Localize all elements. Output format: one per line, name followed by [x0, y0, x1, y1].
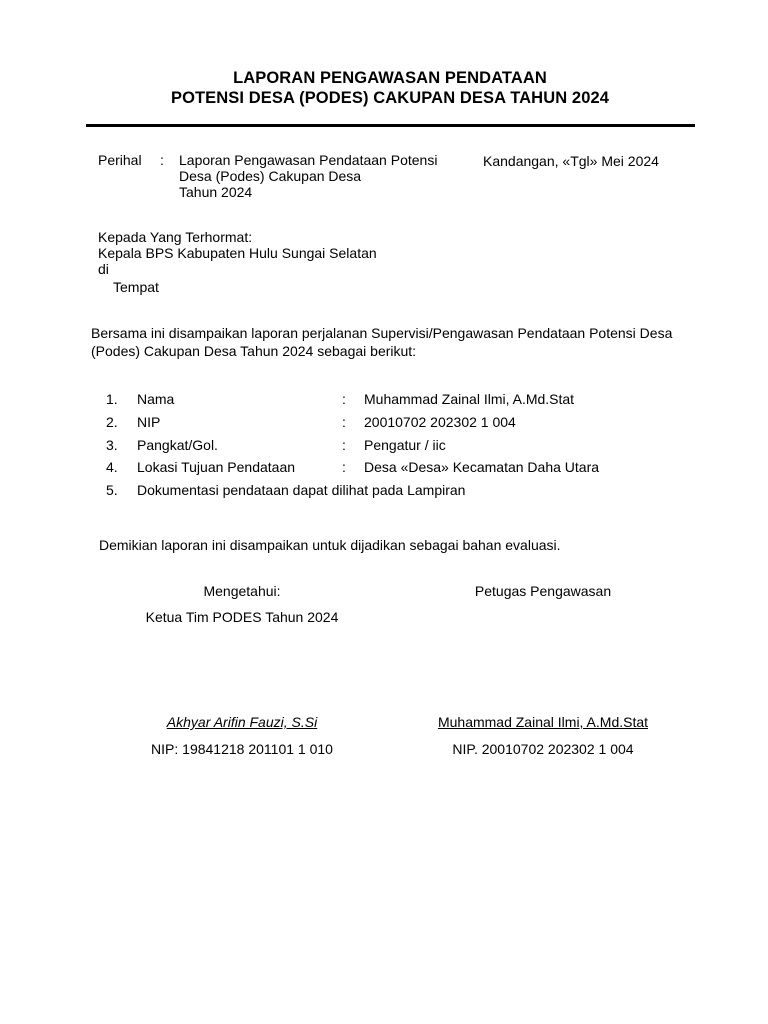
perihal-label: Perihal	[98, 152, 142, 168]
intro-line-1: Bersama ini disampaikan laporan perjalanan Supervisi/Pengawasan Pendataan Potensi Desa	[91, 325, 673, 341]
list-item-label: Lokasi Tujuan Pendataan	[137, 459, 296, 475]
place-date-suffix: » Mei 2024	[589, 153, 659, 169]
perihal-line-1: Laporan Pengawasan Pendataan Potensi	[179, 152, 438, 168]
place-date-prefix: Kandangan, «	[483, 153, 571, 169]
list-item-number: 1.	[106, 391, 118, 407]
right-signature-nip: NIP. 20010702 202302 1 004	[452, 741, 634, 757]
perihal-line-3: Tahun 2024	[179, 184, 253, 200]
recipient-di: di	[98, 261, 109, 277]
list-item-colon: :	[342, 437, 346, 453]
left-signature-heading: Mengetahui:	[203, 583, 281, 599]
list-item-value: Muhammad Zainal Ilmi, A.Md.Stat	[364, 391, 575, 407]
header-rule	[86, 124, 695, 127]
list-item-value: Pengatur / iic	[364, 437, 446, 453]
list-item-colon: :	[342, 391, 346, 407]
list-item-number: 2.	[106, 414, 118, 430]
right-signature-name: Muhammad Zainal Ilmi, A.Md.Stat	[437, 714, 649, 730]
list-item-value: Desa «Desa» Kecamatan Daha Utara	[364, 459, 600, 475]
list-item-label: NIP	[137, 414, 161, 430]
list-item-number: 3.	[106, 437, 118, 453]
recipient-name: Kepala BPS Kabupaten Hulu Sungai Selatan	[98, 245, 377, 261]
recipient-greeting: Kepada Yang Terhormat:	[98, 229, 253, 245]
recipient-place: Tempat	[113, 279, 159, 295]
list-item-label: Pangkat/Gol.	[137, 437, 218, 453]
list-item-value: 20010702 202302 1 004	[364, 414, 516, 430]
list-item-number: 4.	[106, 459, 118, 475]
perihal-colon: :	[160, 152, 164, 168]
list-item-number: 5.	[106, 482, 118, 498]
list-item-colon: :	[342, 414, 346, 430]
left-signature-nip: NIP: 19841218 201101 1 010	[151, 741, 333, 757]
place-date	[483, 153, 659, 169]
perihal-line-2: Desa (Podes) Cakupan Desa	[179, 168, 362, 184]
place-date-field: Tgl	[570, 153, 590, 169]
list-item-label: Nama	[137, 391, 175, 407]
left-signature-name: Akhyar Arifin Fauzi, S.Si	[166, 714, 318, 730]
list-item-label: Dokumentasi pendataan dapat dilihat pada Lampiran	[137, 482, 466, 498]
report-title-line2: POTENSI DESA (PODES) CAKUPAN DESA TAHUN 2024	[170, 89, 610, 107]
closing-sentence: Demikian laporan ini disampaikan untuk dijadikan sebagai bahan evaluasi.	[99, 537, 561, 553]
list-item-colon: :	[342, 459, 346, 475]
intro-line-2: (Podes) Cakupan Desa Tahun 2024 sebagai berikut:	[91, 343, 417, 359]
left-signature-role: Ketua Tim PODES Tahun 2024	[145, 609, 339, 625]
right-signature-heading: Petugas Pengawasan	[474, 583, 612, 599]
report-title-line1: LAPORAN PENGAWASAN PENDATAAN	[233, 69, 547, 87]
